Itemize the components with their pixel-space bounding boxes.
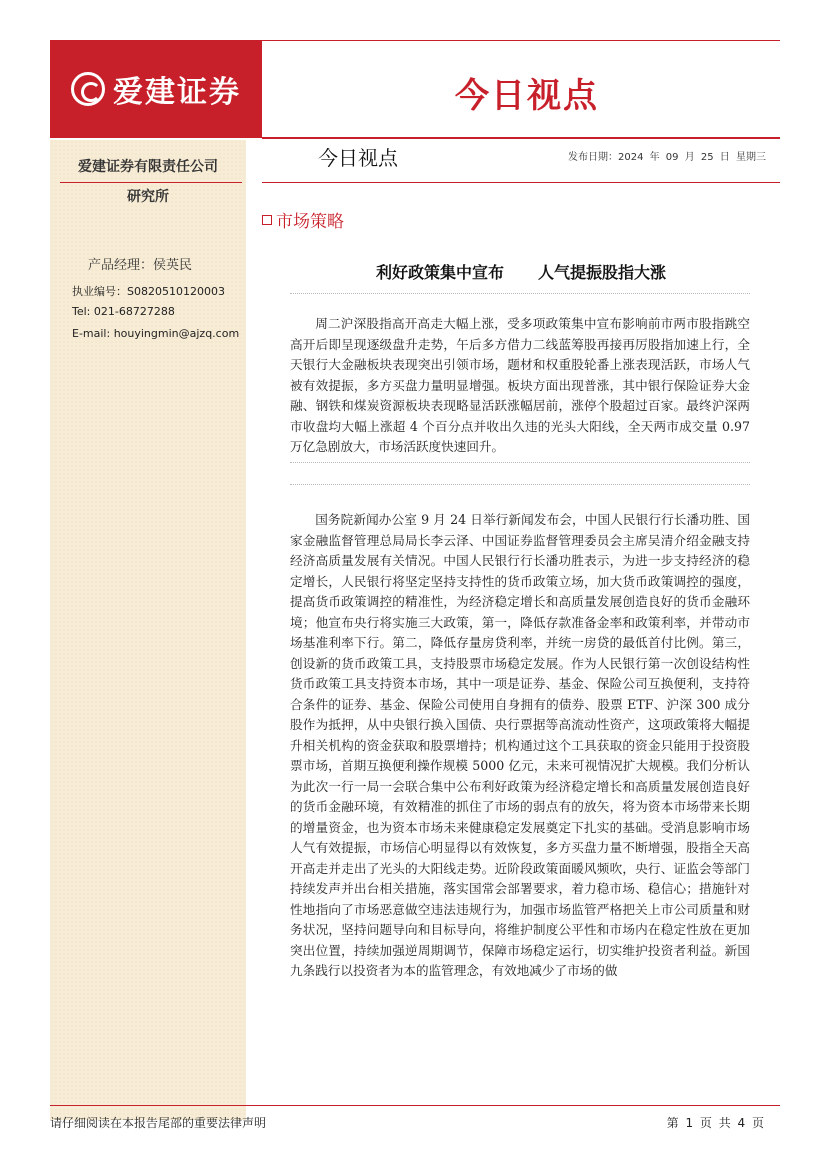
footer-rule: [50, 1105, 780, 1106]
brand-logo: [50, 40, 262, 138]
sidebar-company: 爱建证券有限责任公司: [78, 159, 218, 175]
sidebar-institute: 研究所: [127, 189, 169, 205]
footer-disclaimer: 请仔细阅读在本报告尾部的重要法律声明: [50, 1116, 267, 1130]
sidebar-manager: 产品经理：侯英民: [88, 258, 193, 273]
section-heading: [262, 207, 344, 232]
section-title: 市场策略: [276, 212, 344, 232]
subheader-rule: [262, 182, 780, 183]
brand-logo-icon: [71, 72, 105, 106]
header-rule: [262, 137, 780, 139]
article-headline: [262, 260, 780, 283]
doc-label: 今日视点: [318, 146, 398, 170]
sidebar-tel: Tel: 021-68727288: [72, 305, 175, 318]
report-title: 今日视点: [455, 76, 599, 116]
sidebar-divider: [60, 182, 242, 183]
dotted-divider: [290, 484, 750, 485]
headline-part-1: 利好政策集中宣布: [375, 263, 504, 282]
headline-part-2: 人气提振股指大涨: [538, 263, 667, 282]
dotted-divider: [290, 462, 750, 463]
paragraph-2: 国务院新闻办公室 9 月 24 日举行新闻发布会，中国人民银行行长潘功胜、国家金融监督管理总局局长李云泽、中国证券监督管理委员会主席吴清介绍金融支持经济高质量发展有关情况。中国人民银行行长潘功胜表示，为进一步支持经济的稳定增长，人民银行将坚定坚持支持性的货币政策立场，加大货币政策调控的强度，提高货币政策调控的精准性，为经济稳定增长和高质量发展创造良好的货币金融环境；他宣布央行将实施三大政策，第一，降低存款准备金率和政策利率，并带动市场基准利率下行。第二，降低存量房贷利率，并统一房贷的最低首付比例。第三，创设新的货币政策工具，支持股票市场稳定发展。作为人民银行第一次创设结构性货币政策工具支持资本市场，其中一项是证券、基金、保险公司互换便利，支持符合条件的证券、基金、保险公司使用自身拥有的债券、股票 ETF、沪深 300 成分股作为抵押，从中央银行换入国债、央行票据等高流动性资产，这项政策将大幅提升相关机构的资金获取和股票增持；机构通过这个工具获取的资金只能用于投资股票市场，首期互换便利操作规模 5000 亿元，未来可视情况扩大规模。我们分析认为此次一行一局一会联合集中公布利好政策为经济稳定增长和高质量发展创造良好的货币金融环境，有效精准的抓住了市场的弱点有的放矢，将为资本市场带来长期的增量资金，也为资本市场未来健康稳定发展奠定下扎实的基础。受消息影响市场人气有效提振，市场信心明显得以有效恢复，多方买盘力量不断增强，股指全天高开高走并走出了光头的大阳线走势。近阶段政策面暖风频吹，央行、证监会等部门持续发声并出台相关措施，落实国常会部署要求，着力稳市场、稳信心；措施针对性地指向了市场恶意做空违法违规行为，加强市场监管严格把关上市公司质量和财务状况，坚持问题导向和目标导向，将维护制度公平性和市场内在稳定性放在更加突出位置，持续加强逆周期调节，保障市场稳定运行，切实维护投资者利益。新国九条践行以投资者为本的监管理念，有效地减少了市场的做: [290, 512, 750, 978]
publish-date: 发布日期：2024 年 09 月 25 日 星期三: [568, 152, 766, 163]
checkbox-bullet-icon: [262, 215, 272, 225]
sidebar: [50, 140, 246, 1120]
page-number: 第 1 页 共 4 页: [666, 1116, 764, 1130]
sidebar-license: 执业编号：S0820510120003: [72, 285, 225, 298]
dotted-divider: [290, 293, 750, 294]
brand-logo-text: 爱建证券: [113, 75, 241, 110]
paragraph-1: 周二沪深股指高开高走大幅上涨，受多项政策集中宣布影响前市两市股指跳空高开后即呈现逐级盘升走势，午后多方借力二线蓝筹股再接再厉股指加速上行，全天银行大金融板块表现突出引领市场，题材和权重股轮番上涨表现活跃，市场人气被有效提振，多方买盘力量明显增强。板块方面出现普涨，其中银行保险证券大金融、钢铁和煤炭资源板块表现略显活跃涨幅居前，涨停个股超过百家。最终沪深两市收盘均大幅上涨超 4 个百分点并收出久违的光头大阳线，全天两市成交量 0.97 万亿急剧放大，市场活跃度快速回升。: [290, 316, 750, 454]
sidebar-email: E-mail: houyingmin@ajzq.com: [72, 327, 240, 340]
